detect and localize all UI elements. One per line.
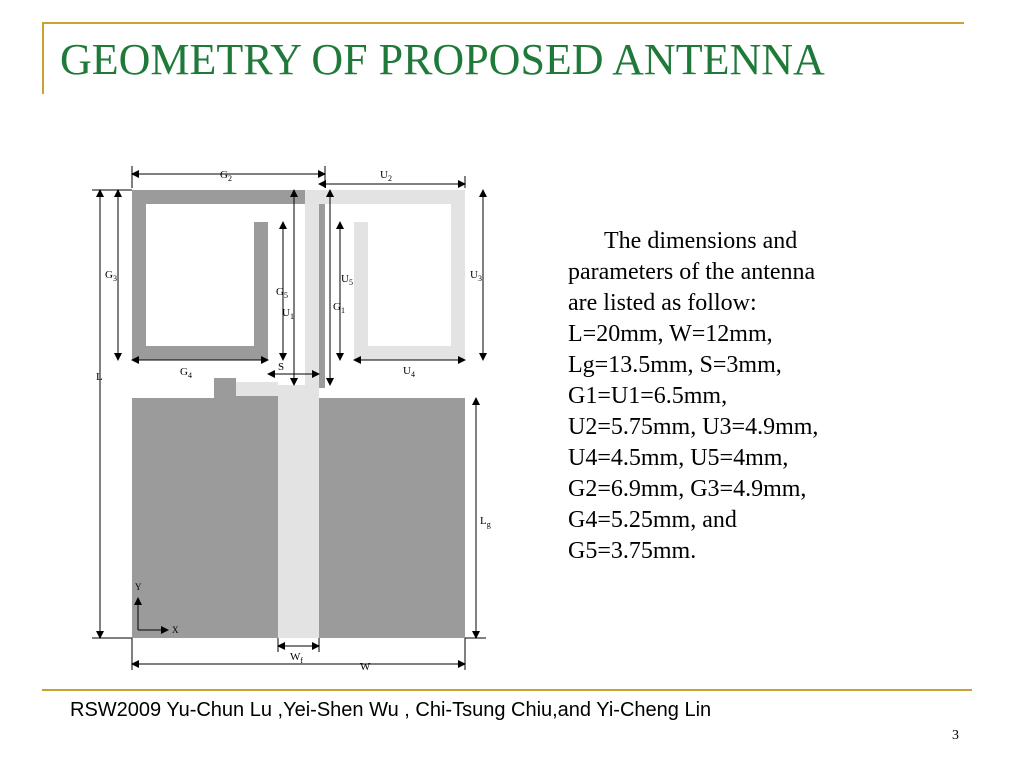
desc-line: are listed as follow: <box>568 290 757 316</box>
stem-dark <box>319 190 325 388</box>
coupling-stub-light <box>232 382 278 396</box>
left-accent-rule <box>42 22 44 94</box>
label-g4: $G_4$ <box>180 366 192 380</box>
coupling-stub-strip <box>214 396 278 400</box>
label-u1: $U_1$ <box>282 307 294 321</box>
desc-line: G5=3.75mm. <box>568 538 697 564</box>
antenna-parameters-text <box>568 226 968 567</box>
label-lg: $L_g$ <box>480 515 491 529</box>
top-accent-rule <box>42 22 964 24</box>
label-u3: $U_3$ <box>470 269 482 283</box>
desc-line: Lg=13.5mm, S=3mm, <box>568 352 782 378</box>
ground-plane-left <box>132 398 278 638</box>
label-w: W <box>360 661 371 673</box>
footer-accent-rule <box>42 689 972 691</box>
page-number: 3 <box>952 728 959 743</box>
slide-title: GEOMETRY OF PROPOSED ANTENNA <box>60 35 825 84</box>
label-u2: $U_2$ <box>380 169 392 183</box>
antenna-geometry-diagram <box>90 160 510 680</box>
label-g5: $G_5$ <box>276 286 288 300</box>
label-x: X <box>172 625 179 635</box>
desc-line: G4=5.25mm, and <box>568 507 737 533</box>
label-u4: $U_4$ <box>403 365 415 379</box>
footer-authors: RSW2009 Yu-Chun Lu ,Yei-Shen Wu , Chi-Tsung Chiu,and Yi-Cheng Lin <box>70 699 712 721</box>
label-u5: $U_5$ <box>341 273 353 287</box>
desc-line: parameters of the antenna <box>568 259 816 285</box>
label-wf: $W_f$ <box>290 651 304 665</box>
ground-plane-right <box>319 398 465 638</box>
label-g3: $G_3$ <box>105 269 117 283</box>
label-s: S <box>278 361 285 373</box>
coupling-stub-dark <box>214 378 236 396</box>
label-y: Y <box>135 582 142 592</box>
desc-line: U2=5.75mm, U3=4.9mm, <box>568 414 819 440</box>
feed-line <box>278 385 319 638</box>
desc-line: U4=4.5mm, U5=4mm, <box>568 445 789 471</box>
desc-line: L=20mm, W=12mm, <box>568 321 773 347</box>
label-g1: $G_1$ <box>333 301 345 315</box>
label-g2: $G_2$ <box>220 169 232 183</box>
label-l: L <box>96 371 103 383</box>
desc-line: G1=U1=6.5mm, <box>568 383 728 409</box>
stem-light <box>305 204 319 388</box>
right-resonator-u <box>305 190 465 360</box>
desc-line: The dimensions and <box>604 228 798 254</box>
desc-line: G2=6.9mm, G3=4.9mm, <box>568 476 807 502</box>
left-resonator-g <box>132 190 325 360</box>
